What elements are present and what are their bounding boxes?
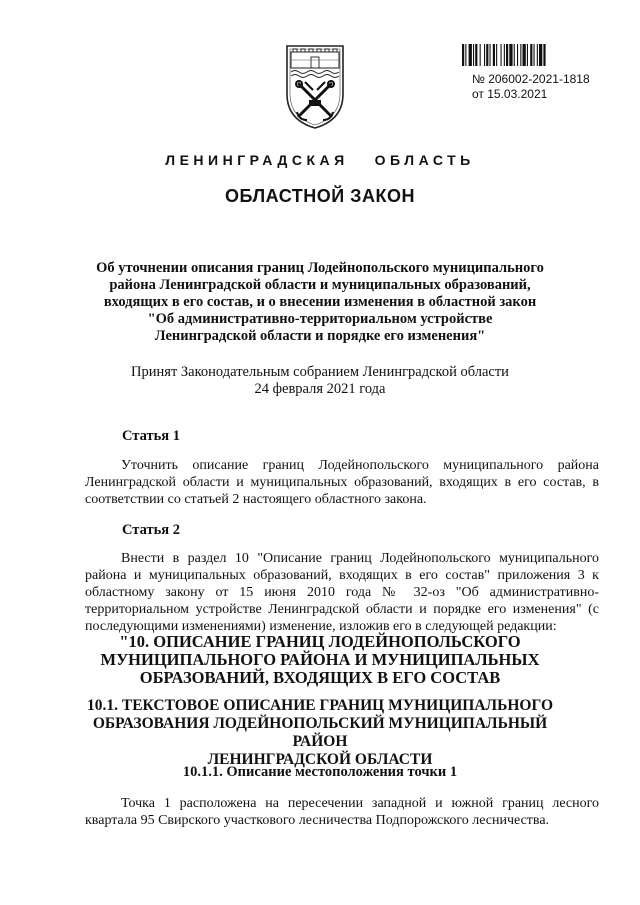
barcode-bar <box>520 44 521 66</box>
barcode-bar <box>527 44 528 66</box>
section-10-1-line: ЛЕНИНГРАДСКОЙ ОБЛАСТИ <box>207 751 433 768</box>
barcode-bar <box>504 44 505 66</box>
adoption-note <box>0 364 640 398</box>
section-10-line: МУНИЦИПАЛЬНОГО РАЙОНА И МУНИЦИПАЛЬНЫХ <box>100 650 540 669</box>
section-10-line: "10. ОПИСАНИЕ ГРАНИЦ ЛОДЕЙНОПОЛЬСКОГО <box>119 632 521 651</box>
title-line: "Об административно-территориальном устройстве <box>147 311 493 327</box>
barcode-bar <box>514 44 515 66</box>
registration-number: № 206002-2021-1818 <box>472 72 590 86</box>
registration-date: от 15.03.2021 <box>472 87 548 101</box>
barcode-bar <box>530 44 532 66</box>
barcode-bar <box>484 44 485 66</box>
barcode-bar <box>490 44 491 66</box>
barcode-bar <box>469 44 472 66</box>
barcode-bar <box>480 44 481 66</box>
article-1-heading: Статья 1 <box>122 428 180 444</box>
title-line: Об уточнении описания границ Лодейнопольского муниципального <box>96 260 544 276</box>
coat-of-arms-icon <box>283 42 347 130</box>
barcode-bar <box>501 44 502 66</box>
article-2-paragraph: Внести в раздел 10 "Описание границ Лодейнопольского муниципального района и муниципальных образований, входящих в его состав" приложения 3 к областному закону от 15 июня 2010 года № 32-оз "Об административно-территориальном устройстве Ленинградской области и порядке его изменения" (с последующими изменениями) изменение, изложив его в следующей редакции: <box>85 551 599 634</box>
section-10-line: ОБРАЗОВАНИЙ, ВХОДЯЩИХ В ЕГО СОСТАВ <box>139 668 501 687</box>
article-1-paragraph: Уточнить описание границ Лодейнопольского муниципального района Ленинградской области и муниципальных образований, входящих в его состав, в соответствии со статьей 2 настоящего областного закона. <box>85 458 599 507</box>
title-line: Ленинградской области и порядке его изменения" <box>154 328 486 344</box>
adoption-line-1: Принят Законодательным собранием Ленинградской области <box>131 364 509 380</box>
barcode-bar <box>486 44 488 66</box>
region-name <box>0 152 640 168</box>
barcode-icon <box>462 44 582 66</box>
barcode-bar <box>475 44 477 66</box>
law-title <box>70 260 570 345</box>
barcode-bar <box>523 44 526 66</box>
section-10-1-line: ОБРАЗОВАНИЯ ЛОДЕЙНОПОЛЬСКИЙ МУНИЦИПАЛЬНЫЙ РАЙОН <box>92 715 548 750</box>
article-2-text <box>85 550 599 635</box>
barcode-bar <box>539 44 542 66</box>
barcode-bar <box>543 44 545 66</box>
barcode-bar <box>517 44 518 66</box>
section-10-1-title <box>70 697 570 769</box>
region-word-1: ЛЕНИНГРАДСКАЯ <box>165 152 349 168</box>
barcode-bar <box>506 44 508 66</box>
barcode-bar <box>534 44 535 66</box>
article-2-heading: Статья 2 <box>122 522 180 538</box>
region-word-2: ОБЛАСТЬ <box>374 152 475 168</box>
barcode-bar <box>496 44 497 66</box>
title-line: входящих в его состав, и о внесении изменения в областной закон <box>103 294 537 310</box>
barcode-bar <box>537 44 538 66</box>
section-10-title <box>70 633 570 687</box>
section-10-1-1-heading: 10.1.1. Описание местоположения точки 1 <box>182 764 458 780</box>
title-line: района Ленинградской области и муниципальных образований, <box>109 277 531 293</box>
barcode-bar <box>493 44 495 66</box>
barcode-bar <box>473 44 474 66</box>
adoption-date: 24 февраля 2021 года <box>254 381 386 397</box>
barcode-bar <box>509 44 512 66</box>
section-10-1-line: 10.1. ТЕКСТОВОЕ ОПИСАНИЕ ГРАНИЦ МУНИЦИПАЛЬНОГО <box>86 697 553 714</box>
point-1-paragraph: Точка 1 расположена на пересечении западной и южной границ лесного квартала 95 Свирского участкового лесничества Подпорожского лесничества. <box>85 796 599 828</box>
registration-block <box>472 72 590 102</box>
section-10-1-1-text <box>85 795 599 829</box>
barcode-bar <box>462 44 464 66</box>
barcode-bar <box>465 44 466 66</box>
law-type-heading: ОБЛАСТНОЙ ЗАКОН <box>225 186 415 206</box>
article-1-text <box>85 457 599 508</box>
